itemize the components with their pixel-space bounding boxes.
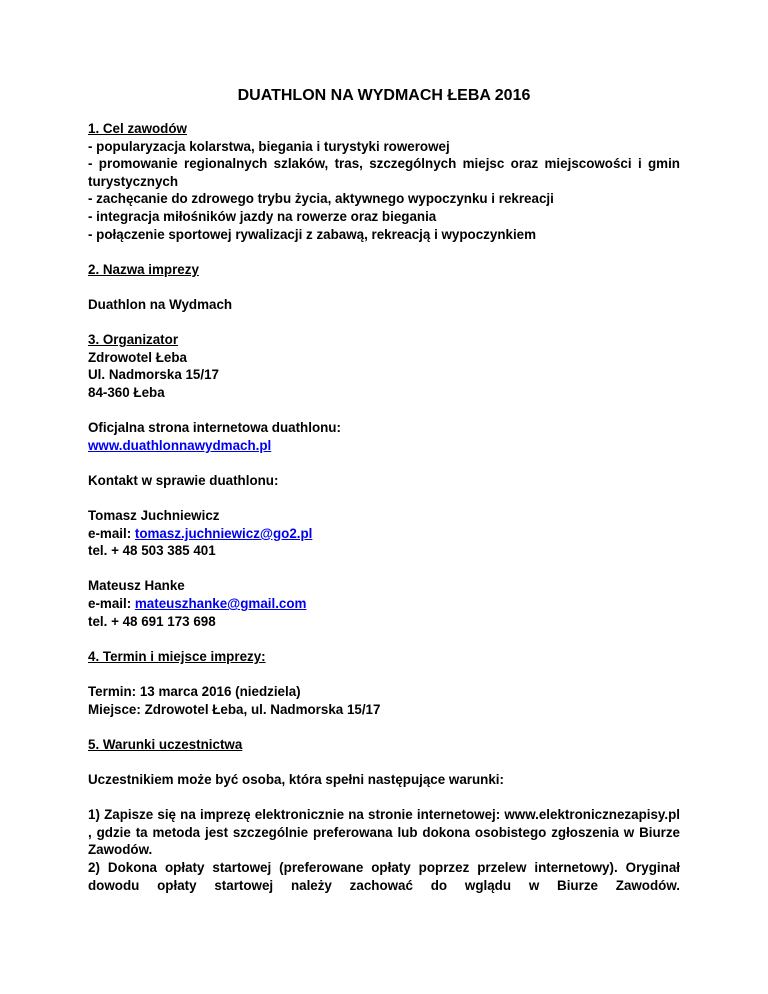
goal-item: - popularyzacja kolarstwa, biegania i turystyki rowerowej xyxy=(88,138,450,154)
section-1-heading: 1. Cel zawodów xyxy=(88,121,187,136)
contact-label: Kontakt w sprawie duathlonu: xyxy=(88,472,279,488)
organizer-street: Ul. Nadmorska 15/17 xyxy=(88,367,219,383)
contact-phone: tel. + 48 503 385 401 xyxy=(88,543,216,559)
section-3-heading: 3. Organizator xyxy=(88,332,179,348)
document-title: DUATHLON NA WYDMACH ŁEBA 2016 xyxy=(237,87,531,104)
section-4-heading: 4. Termin i miejsce imprezy: xyxy=(88,648,266,664)
contact-name: Tomasz Juchniewicz xyxy=(88,508,220,524)
goal-item: - promowanie regionalnych szlaków, tras, szczególnych miejsc oraz miejscowości i gmin turystycznych xyxy=(88,156,680,189)
contact-email-link[interactable]: mateuszhanke@gmail.com xyxy=(134,596,307,612)
event-date: Termin: 13 marca 2016 (niedziela) xyxy=(88,684,301,699)
event-place: Miejsce: Zdrowotel Łeba, ul. Nadmorska 15/17 xyxy=(88,701,381,717)
organizer-name: Zdrowotel Łeba xyxy=(88,349,187,365)
email-label: e-mail: xyxy=(88,596,135,612)
event-name: Duathlon na Wydmach xyxy=(88,296,233,312)
email-label: e-mail: xyxy=(88,525,135,541)
section-2-heading: 2. Nazwa imprezy xyxy=(88,261,199,277)
organizer-city: 84-360 Łeba xyxy=(88,384,165,400)
contact-email-line xyxy=(88,525,680,543)
document-page xyxy=(88,86,680,894)
section-5-heading: 5. Warunki uczestnictwa xyxy=(88,736,243,752)
conditions-intro: Uczestnikiem może być osoba, która spełni następujące warunki: xyxy=(88,771,504,787)
goal-item: - połączenie sportowej rywalizacji z zabawą, rekreacją i wypoczynkiem xyxy=(88,226,537,242)
condition-1: 1) Zapisze się na imprezę elektronicznie na stronie internetowej: www.elektronicznezapisy.pl , gdzie ta metoda jest szczególnie preferowana lub dokona osobistego zgłoszenia w Biurze Zawodów. xyxy=(88,807,680,858)
contact-email-link[interactable]: tomasz.juchniewicz@go2.pl xyxy=(134,525,313,541)
condition-2: 2) Dokona opłaty startowej (preferowane opłaty poprzez przelew internetowy). Oryginał dowodu opłaty startowej należy zachować do wglądu w Biurze Zawodów. xyxy=(88,859,680,893)
contact-phone: tel. + 48 691 173 698 xyxy=(88,613,216,629)
contact-name: Mateusz Hanke xyxy=(88,578,185,594)
goal-item: - zachęcanie do zdrowego trybu życia, aktywnego wypoczynku i rekreacji xyxy=(88,191,554,207)
website-label: Oficjalna strona internetowa duathlonu: xyxy=(88,420,341,436)
goal-item: - integracja miłośników jazdy na rowerze oraz biegania xyxy=(88,208,437,224)
contact-email-line xyxy=(88,595,680,613)
website-link[interactable]: www.duathlonnawydmach.pl xyxy=(88,437,272,453)
